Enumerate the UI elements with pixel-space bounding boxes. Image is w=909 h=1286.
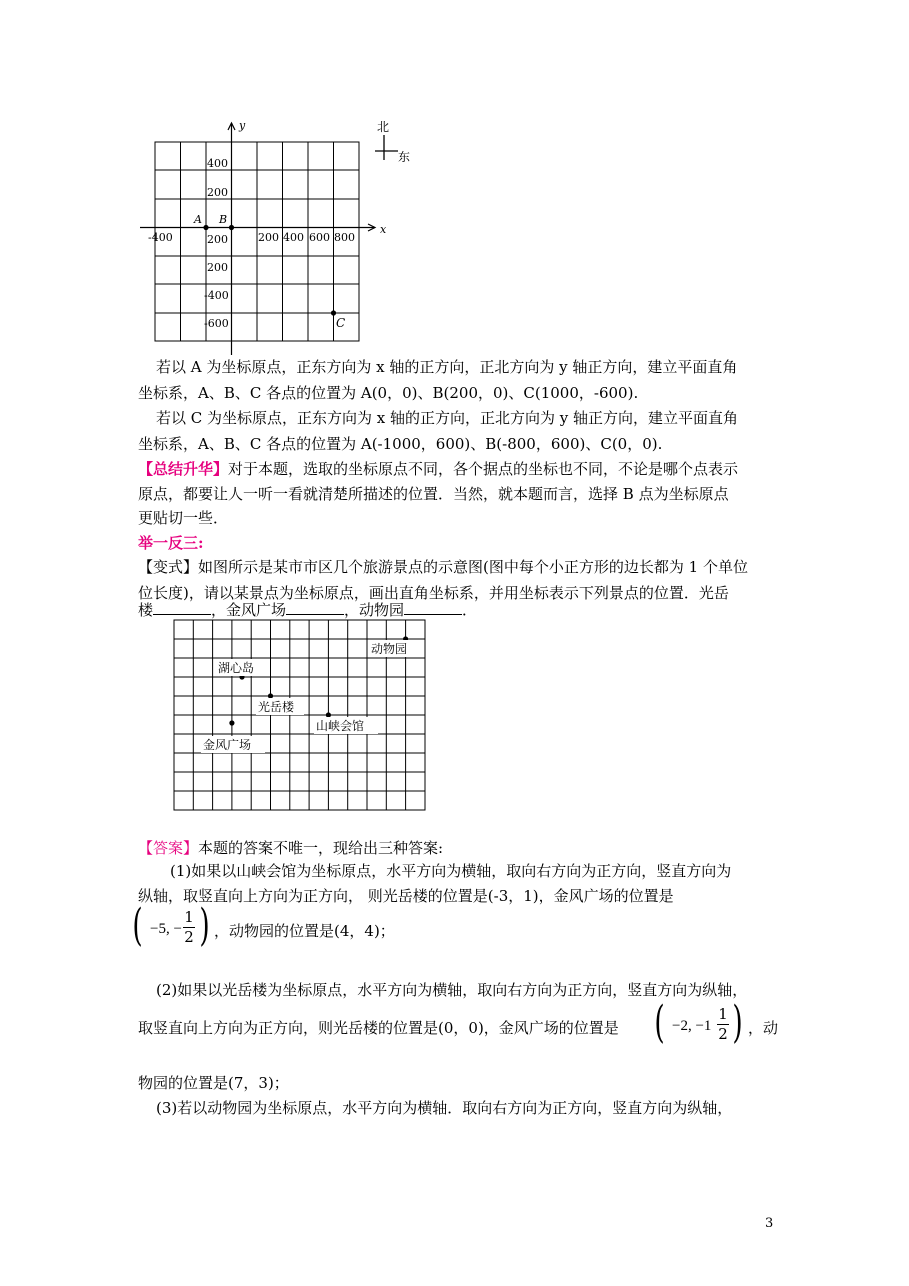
summary-tag: 【总结升华】 (138, 460, 229, 478)
point-c-marker (331, 310, 336, 315)
x-tick-labels (148, 231, 355, 244)
zoo-label: 动物园 (371, 642, 408, 656)
x-tick-label: 600 (309, 231, 330, 244)
paren-open-1: ( (132, 900, 143, 951)
answer-tag: 【答案】 (138, 839, 199, 857)
paren-open-2: ( (654, 997, 665, 1048)
tower-marker (268, 693, 273, 698)
paren-close-2: ) (732, 997, 743, 1048)
summary-line3: 更贴切一些． (138, 509, 229, 527)
point-a-label: A (194, 213, 202, 226)
answer-p1-line3: ，动物园的位置是(4，4)； (214, 922, 395, 940)
practice-heading: 举一反三: (138, 534, 204, 552)
summary-line1 (138, 459, 738, 479)
frac1 (183, 908, 195, 947)
compass-icon (375, 135, 398, 160)
variant-line3-b: ，金风广场 (211, 601, 287, 619)
point-b-label: B (219, 213, 228, 226)
para1-line1: 若以 A 为坐标原点，正东方向为 x 轴的正方向，正北方向为 y 轴正方向，建立平面直角 (156, 358, 738, 376)
para2-line1: 若以 C 为坐标原点，正东方向为 x 轴的正方向，正北方向为 y 轴正方向，建立平面直角 (156, 409, 739, 427)
answer-line (138, 838, 443, 858)
point-c-label: C (336, 316, 346, 330)
x-axis-label: x (380, 223, 387, 236)
frac2-numerator: 1 (718, 1005, 728, 1023)
summary-text: 对于本题，选取的坐标原点不同，各个据点的坐标也不同，不论是哪个点表示 (228, 460, 739, 478)
answer-p1-line1: (1)如果以山峡会馆为坐标原点，水平方向为横轴，取向右方向为正方向，竖直方向为 (170, 862, 732, 880)
x-tick-label: -400 (148, 231, 173, 244)
x-tick-label: 800 (334, 231, 355, 244)
variant-line1 (138, 557, 748, 577)
para2-line2: 坐标系，A、B、C 各点的位置为 A(-1000，600)、B(-800，600)、C(0，0). (138, 435, 663, 453)
y-axis-label: y (239, 119, 246, 132)
blank-zoo-answer[interactable] (404, 600, 462, 615)
frac2-denominator: 2 (718, 1025, 728, 1043)
page-number: 3 (765, 1216, 774, 1231)
frac1-denominator: 2 (184, 928, 194, 946)
y-tick-labels (204, 157, 229, 330)
para1-line2: 坐标系，A、B、C 各点的位置为 A(0，0)、B(200，0)、C(1000，-600). (138, 384, 639, 402)
summary-line2: 原点，都要让人一听一看就清楚所描述的位置．当然，就本题而言，选择 B 点为坐标原点 (138, 485, 729, 503)
point-b-marker (229, 225, 234, 230)
y-tick-label: 200 (207, 186, 228, 199)
square-label: 金风广场 (203, 738, 252, 752)
variant-line3 (138, 600, 477, 620)
answer-p3-line1: (3)若以动物园为坐标原点，水平方向为横轴．取向右方向为正方向，竖直方向为纵轴， (156, 1099, 733, 1117)
variant-tag: 【变式】 (138, 558, 199, 576)
square-marker (229, 720, 234, 725)
variant-line2: 位长度)，请以某景点为坐标原点，画出直角坐标系，并用坐标表示下列景点的位置．光岳 (138, 584, 729, 602)
y-tick-label: -400 (204, 289, 229, 302)
answer-p2-line1: (2)如果以光岳楼为坐标原点，水平方向为横轴，取向右方向为正方向，竖直方向为纵轴， (156, 981, 748, 999)
blank-square-answer[interactable] (286, 600, 344, 615)
coordinate-grid-figure (130, 115, 430, 355)
y-tick-label: 200 (207, 261, 228, 274)
frac1-whole: −5, − (150, 921, 182, 937)
blank-tower-answer[interactable] (153, 600, 211, 615)
paren-close-1: ) (199, 900, 210, 951)
answer-p2-line2: 取竖直向上方向为正方向，则光岳楼的位置是(0，0)，金风广场的位置是 (138, 1019, 619, 1037)
variant-line3-d: ． (462, 601, 478, 619)
frac2 (717, 1005, 729, 1044)
compass-north-label: 北 (377, 120, 390, 134)
y-tick-label: 200 (207, 233, 228, 246)
x-tick-label: 400 (283, 231, 304, 244)
x-tick-label: 200 (258, 231, 279, 244)
hall-label: 山峡会馆 (316, 719, 365, 733)
variant-line3-c: ，动物园 (344, 601, 405, 619)
compass-east-label: 东 (398, 150, 411, 164)
answer-intro: 本题的答案不唯一，现给出三种答案: (198, 839, 444, 857)
y-tick-label: -600 (204, 317, 229, 330)
lake-island-label: 湖心岛 (218, 661, 255, 675)
answer-p2-line2-end: ，动 (748, 1019, 779, 1037)
answer-p2-line3: 物园的位置是(7，3)； (138, 1074, 289, 1092)
point-a-marker (203, 225, 208, 230)
variant-text: 如图所示是某市市区几个旅游景点的示意图(图中每个小正方形的边长都为 1 个单位 (198, 558, 748, 576)
tower-label: 光岳楼 (258, 700, 295, 714)
variant-line3-a: 楼 (138, 601, 154, 619)
y-tick-label: 400 (207, 157, 228, 170)
answer-p1-line2: 纵轴，取竖直向上方向为正方向， 则光岳楼的位置是(-3，1)，金风广场的位置是 (138, 887, 674, 905)
frac2-whole: −2, −1 (672, 1018, 712, 1034)
hall-marker (326, 712, 331, 717)
frac1-numerator: 1 (184, 908, 194, 926)
scenic-spots-map (172, 619, 428, 813)
